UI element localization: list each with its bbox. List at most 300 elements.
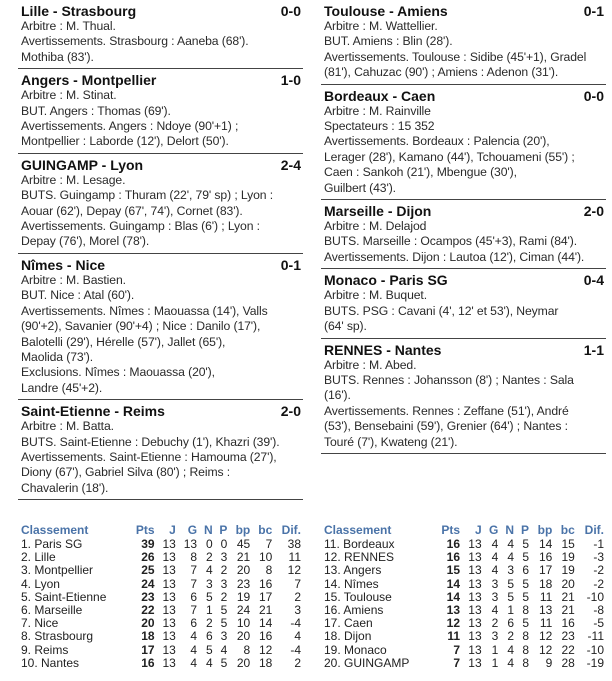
match-score: 0-0 bbox=[280, 3, 301, 19]
match-header bbox=[21, 3, 303, 19]
match-report bbox=[321, 269, 606, 338]
standings-cell: 19 bbox=[236, 589, 251, 604]
match-detail-line: Montpellier : Laborde (12'), Delort (50'). bbox=[21, 134, 229, 149]
standings-cell: 3 bbox=[491, 576, 499, 591]
match-detail-line: Aouar (62'), Depay (67', 74'), Cornet (83'). bbox=[21, 203, 243, 218]
standings-cell: 7 bbox=[190, 576, 198, 591]
match-detail-line: BUT. Nice : Atal (60'). bbox=[21, 288, 135, 303]
standings-cell: 6 bbox=[190, 589, 198, 604]
match-detail-line: Spectateurs : 15 352 bbox=[324, 119, 435, 134]
standings-team: 14. Nîmes bbox=[324, 576, 379, 591]
match-detail-line: Avertissements. Angers : Ndoye (90'+1) ; bbox=[21, 119, 239, 134]
standings-cell: 13 bbox=[162, 603, 176, 618]
match-detail-line: Avertissements. Toulouse : Sidibe (45'+1), Gradel bbox=[324, 49, 587, 64]
standings-header-cell: J bbox=[169, 523, 176, 537]
standings-cell: 16 bbox=[561, 616, 575, 631]
standings-cell: 4 bbox=[220, 642, 228, 657]
match-detail-line: (90'+2), Savanier (90'+4) ; Nice : Danilo (17'), bbox=[21, 319, 261, 334]
standings-team: 4. Lyon bbox=[21, 576, 60, 591]
match-detail-line: BUTS. Saint-Etienne : Debuchy (1'), Khazri (39'). bbox=[21, 434, 280, 449]
standings-cell: 8 bbox=[190, 550, 198, 565]
standings-cell: 19 bbox=[561, 563, 575, 578]
match-score: 0-1 bbox=[280, 256, 301, 273]
standings-team: 10. Nantes bbox=[21, 655, 80, 670]
match-detail-line: (53'), Bensebaini (59'), Grenier (64') ; Nantes : bbox=[324, 419, 568, 434]
standings-header-row bbox=[321, 523, 606, 538]
match-detail-line: Avertissements. Bordeaux : Palencia (20'), bbox=[324, 134, 550, 149]
standings-row bbox=[18, 564, 303, 577]
standings-cell: 0 bbox=[220, 537, 228, 551]
standings-cell: 7 bbox=[453, 655, 460, 670]
match-score: 0-1 bbox=[583, 3, 604, 19]
standings-team: 18. Dijon bbox=[324, 629, 372, 644]
standings-cell: 17 bbox=[538, 563, 553, 578]
standings-header-cell: P bbox=[521, 523, 530, 537]
standings-header-cell: G bbox=[187, 523, 198, 537]
standings-cell: 5 bbox=[507, 576, 515, 591]
standings-cell: -10 bbox=[586, 642, 604, 657]
match-score: 0-4 bbox=[583, 272, 604, 289]
match-detail-line: Avertissements. Rennes : Zeffane (51'), André bbox=[324, 403, 569, 418]
standings-cell: -5 bbox=[593, 616, 604, 631]
standings-cell: 13 bbox=[468, 642, 482, 657]
standings-cell: -3 bbox=[593, 550, 604, 565]
standings-team: 11. Bordeaux bbox=[324, 537, 395, 551]
results-column-left bbox=[18, 0, 303, 500]
match-detail-line: Avertissements. Nîmes : Maouassa (14'), Valls bbox=[21, 303, 268, 318]
match-detail-line: Avertissements. Dijon : Lautoa (12'), Ciman (44'). bbox=[324, 249, 585, 264]
match-teams: Toulouse - Amiens bbox=[324, 3, 448, 19]
standings-cell: 23 bbox=[141, 589, 155, 604]
match-score: 1-0 bbox=[280, 72, 301, 89]
standings-row bbox=[321, 630, 606, 643]
standings-team: 5. Saint-Etienne bbox=[21, 589, 107, 604]
standings-cell: 12 bbox=[446, 616, 460, 631]
standings-cell: 3 bbox=[507, 563, 515, 578]
standings-team: 2. Lille bbox=[21, 550, 56, 565]
standings-cell: 6 bbox=[507, 616, 515, 631]
match-detail-line: Avertissements. Strasbourg : Aaneba (68'). bbox=[21, 34, 249, 49]
standings-cell: 5 bbox=[205, 642, 213, 657]
standings-cell: 24 bbox=[236, 603, 251, 618]
standings-cell: 8 bbox=[243, 642, 251, 657]
standings-header-cell: Classement bbox=[324, 523, 392, 537]
standings-cell: 16 bbox=[538, 550, 553, 565]
standings-cell: 13 bbox=[468, 603, 482, 618]
match-detail-line: Arbitre : M. Buquet. bbox=[324, 288, 427, 303]
match-detail-line: (64' sp). bbox=[324, 319, 367, 334]
standings-cell: 2 bbox=[220, 563, 228, 578]
results-column-right bbox=[321, 0, 606, 454]
standings-header-cell: bc bbox=[258, 523, 273, 537]
match-detail-line: BUT. Angers : Thomas (69'). bbox=[21, 103, 171, 118]
standings-cell: 3 bbox=[491, 589, 499, 604]
standings-cell: 5 bbox=[522, 576, 530, 591]
standings-cell: 12 bbox=[258, 642, 273, 657]
standings-cell: -10 bbox=[586, 589, 604, 604]
standings-cell: 20 bbox=[141, 616, 155, 631]
standings-row bbox=[18, 630, 303, 643]
standings-cell: 4 bbox=[294, 629, 301, 644]
standings-row bbox=[321, 578, 606, 591]
standings-cell: 8 bbox=[522, 629, 530, 644]
standings-cell: -4 bbox=[290, 642, 301, 657]
standings-team: 6. Marseille bbox=[21, 603, 83, 618]
standings-cell: 13 bbox=[162, 550, 176, 565]
standings-cell: 5 bbox=[220, 655, 228, 670]
standings-cell: 7 bbox=[294, 576, 301, 591]
standings-cell: 10 bbox=[236, 616, 251, 631]
standings-cell: 7 bbox=[265, 537, 273, 551]
standings-cell: 1 bbox=[507, 603, 515, 618]
standings-cell: -8 bbox=[593, 603, 604, 618]
standings-cell: 13 bbox=[162, 589, 176, 604]
standings-cell: 6 bbox=[205, 629, 213, 644]
standings-cell: 15 bbox=[446, 563, 460, 578]
standings-cell: 8 bbox=[522, 655, 530, 670]
standings-cell: 4 bbox=[507, 537, 515, 551]
standings-cell: 16 bbox=[141, 655, 155, 670]
match-header bbox=[21, 157, 303, 173]
standings-cell: -2 bbox=[593, 563, 604, 578]
standings-header-cell: bp bbox=[235, 523, 251, 537]
standings-cell: 13 bbox=[162, 629, 176, 644]
match-detail-line: BUTS. Guingamp : Thuram (22', 79' sp) ; Lyon : bbox=[21, 188, 274, 203]
match-score: 2-0 bbox=[280, 403, 301, 420]
standings-header-cell: Pts bbox=[441, 523, 460, 537]
match-report bbox=[321, 0, 606, 85]
standings-cell: 4 bbox=[491, 563, 499, 578]
standings-cell: 4 bbox=[205, 563, 213, 578]
standings-cell: 12 bbox=[538, 629, 553, 644]
standings-cell: 20 bbox=[236, 629, 251, 644]
match-header bbox=[324, 342, 606, 358]
standings-cell: 14 bbox=[446, 576, 460, 591]
standings-cell: 13 bbox=[468, 589, 482, 604]
standings-team: 19. Monaco bbox=[324, 642, 387, 657]
standings-row bbox=[321, 564, 606, 577]
standings-header-cell: N bbox=[505, 523, 515, 537]
match-detail-line: Arbitre : M. Stinat. bbox=[21, 88, 117, 103]
standings-cell: 3 bbox=[205, 576, 213, 591]
standings-cell: 9 bbox=[545, 655, 553, 670]
standings-cell: 13 bbox=[468, 563, 482, 578]
match-detail-line: BUTS. Rennes : Johansson (8') ; Nantes : Sala bbox=[324, 372, 574, 387]
standings-cell: 1 bbox=[205, 603, 213, 618]
match-score: 2-0 bbox=[583, 203, 604, 220]
standings-cell: 1 bbox=[491, 655, 499, 670]
match-score: 0-0 bbox=[583, 87, 604, 104]
standings-header-cell: J bbox=[474, 523, 482, 537]
match-header bbox=[324, 203, 606, 219]
standings-header-cell: Dif. bbox=[281, 523, 301, 537]
standings-cell: 21 bbox=[561, 589, 575, 604]
match-detail-line: BUT. Amiens : Blin (28'). bbox=[324, 34, 453, 49]
standings-header-cell: Classement bbox=[21, 523, 89, 537]
standings-cell: 18 bbox=[258, 655, 273, 670]
standings-header-cell: P bbox=[219, 523, 228, 537]
standings-team: 1. Paris SG bbox=[21, 537, 83, 551]
standings-cell: 28 bbox=[561, 655, 575, 670]
standings-cell: 10 bbox=[258, 550, 273, 565]
match-detail-line: Landre (45'+2). bbox=[21, 380, 103, 395]
standings-cell: 12 bbox=[538, 642, 553, 657]
standings-cell: 5 bbox=[220, 603, 228, 618]
standings-cell: 13 bbox=[162, 616, 176, 631]
standings-team: 16. Amiens bbox=[324, 603, 384, 618]
standings-cell: 16 bbox=[446, 550, 460, 565]
standings-cell: 13 bbox=[468, 629, 482, 644]
standings-cell: 4 bbox=[507, 642, 515, 657]
standings-cell: 5 bbox=[220, 616, 228, 631]
standings-cell: 13 bbox=[162, 537, 176, 551]
standings-cell: 26 bbox=[141, 550, 155, 565]
standings-team: 7. Nice bbox=[21, 616, 59, 631]
standings-cell: 4 bbox=[190, 642, 198, 657]
match-detail-line: Chavalerin (18'). bbox=[21, 480, 109, 495]
match-report bbox=[321, 200, 606, 269]
match-header bbox=[21, 257, 303, 273]
standings-cell: 3 bbox=[220, 550, 228, 565]
standings-header-cell: G bbox=[488, 523, 499, 537]
standings-cell: 11 bbox=[447, 629, 460, 644]
standings-cell: 8 bbox=[522, 603, 530, 618]
standings-team: 15. Toulouse bbox=[324, 589, 392, 604]
standings-cell: 13 bbox=[468, 537, 482, 551]
standings-cell: 2 bbox=[205, 616, 213, 631]
standings-cell: 25 bbox=[141, 563, 155, 578]
standings-cell: 13 bbox=[468, 550, 482, 565]
standings-header-cell: Dif. bbox=[584, 523, 604, 537]
standings-cell: 38 bbox=[287, 537, 301, 551]
standings-cell: 5 bbox=[522, 550, 530, 565]
standings-cell: 0 bbox=[205, 537, 213, 551]
standings-cell: 39 bbox=[141, 537, 155, 551]
standings-cell: 14 bbox=[538, 537, 553, 551]
standings-cell: 18 bbox=[141, 629, 155, 644]
standings-cell: 13 bbox=[468, 576, 482, 591]
standings-cell: 16 bbox=[446, 537, 460, 551]
standings-cell: 14 bbox=[446, 589, 460, 604]
match-teams: Bordeaux - Caen bbox=[324, 87, 436, 104]
standings-cell: 45 bbox=[236, 537, 251, 551]
standings-row bbox=[18, 644, 303, 657]
standings-cell: 22 bbox=[141, 603, 155, 618]
standings-team: 3. Montpellier bbox=[21, 563, 94, 578]
match-detail-line: Avertissements. Guingamp : Blas (6') ; Lyon : bbox=[21, 219, 260, 234]
standings-table-left bbox=[18, 523, 303, 670]
standings-table-right bbox=[321, 523, 606, 670]
standings-cell: 5 bbox=[507, 589, 515, 604]
standings-cell: 2 bbox=[294, 589, 301, 604]
standings-cell: 13 bbox=[183, 537, 198, 551]
standings-cell: 11 bbox=[288, 550, 301, 565]
match-teams: RENNES - Nantes bbox=[324, 341, 442, 358]
standings-cell: 4 bbox=[507, 655, 515, 670]
standings-cell: 7 bbox=[190, 603, 198, 618]
standings-row bbox=[18, 578, 303, 591]
standings-cell: 4 bbox=[190, 629, 198, 644]
standings-cell: 15 bbox=[561, 537, 575, 551]
standings-cell: -2 bbox=[593, 576, 604, 591]
standings-team: 9. Reims bbox=[21, 642, 69, 657]
standings-cell: 17 bbox=[141, 642, 155, 657]
standings-cell: 6 bbox=[522, 563, 530, 578]
standings-cell: 12 bbox=[287, 563, 301, 578]
standings-cell: 2 bbox=[491, 616, 499, 631]
standings-cell: 5 bbox=[205, 589, 213, 604]
standings-cell: 20 bbox=[236, 655, 251, 670]
standings-cell: 21 bbox=[561, 603, 575, 618]
standings-cell: 1 bbox=[491, 642, 499, 657]
match-detail-line: Touré (7'), Kwateng (21'). bbox=[324, 434, 458, 449]
standings-row bbox=[321, 657, 606, 670]
match-detail-line: Arbitre : M. Abed. bbox=[324, 357, 417, 372]
match-detail-line: Exclusions. Nîmes : Maouassa (20'), bbox=[21, 365, 215, 380]
match-detail-line: Arbitre : M. Lesage. bbox=[21, 172, 126, 187]
standings-cell: 7 bbox=[453, 642, 460, 657]
match-report bbox=[18, 154, 303, 254]
standings-cell: 11 bbox=[539, 589, 553, 604]
standings-cell: 3 bbox=[294, 603, 301, 618]
standings-cell: 4 bbox=[190, 655, 198, 670]
match-detail-line: Arbitre : M. Batta. bbox=[21, 419, 114, 434]
match-detail-line: Arbitre : M. Thual. bbox=[21, 19, 116, 33]
match-detail-line: Guilbert (43'). bbox=[324, 180, 396, 195]
standings-cell: 2 bbox=[205, 550, 213, 565]
standings-cell: 23 bbox=[236, 576, 251, 591]
standings-team: 12. RENNES bbox=[324, 550, 395, 565]
standings-cell: 16 bbox=[258, 576, 273, 591]
match-detail-line: Diony (67'), Gabriel Silva (80') ; Reims : bbox=[21, 465, 231, 480]
match-detail-line: Arbitre : M. Wattellier. bbox=[324, 19, 438, 33]
standings-cell: 6 bbox=[190, 616, 198, 631]
standings-team: 8. Strasbourg bbox=[21, 629, 94, 644]
standings-header-row bbox=[18, 523, 303, 538]
match-detail-line: Caen : Sankoh (21'), Mbengue (30'), bbox=[324, 165, 517, 180]
standings-cell: 22 bbox=[561, 642, 575, 657]
standings-cell: 17 bbox=[258, 589, 273, 604]
standings-header-cell: N bbox=[203, 523, 213, 537]
standings-cell: 5 bbox=[522, 537, 530, 551]
match-teams: Monaco - Paris SG bbox=[324, 272, 448, 289]
standings-cell: 4 bbox=[491, 550, 499, 565]
standings-team: 20. GUINGAMP bbox=[324, 655, 410, 670]
match-report bbox=[321, 339, 606, 454]
standings-cell: 20 bbox=[236, 563, 251, 578]
standings-cell: 13 bbox=[446, 603, 460, 618]
standings-header-cell: bc bbox=[560, 523, 575, 537]
match-teams: Lille - Strasbourg bbox=[21, 3, 137, 19]
match-detail-line: Avertissements. Saint-Etienne : Hamouma (27'), bbox=[21, 449, 277, 464]
standings-cell: 7 bbox=[190, 563, 198, 578]
match-detail-line: BUTS. Marseille : Ocampos (45'+3), Rami (84'). bbox=[324, 234, 578, 249]
match-header bbox=[324, 272, 606, 288]
match-detail-line: Arbitre : M. Bastien. bbox=[21, 272, 126, 287]
match-teams: GUINGAMP - Lyon bbox=[21, 156, 144, 173]
standings-cell: 13 bbox=[162, 655, 176, 670]
standings-cell: 14 bbox=[258, 616, 273, 631]
standings-cell: 24 bbox=[141, 576, 155, 591]
standings-cell: 13 bbox=[468, 655, 482, 670]
standings-row bbox=[321, 644, 606, 657]
match-teams: Nîmes - Nice bbox=[21, 256, 106, 273]
match-header bbox=[21, 72, 303, 88]
standings-cell: 3 bbox=[220, 576, 228, 591]
standings-cell: 13 bbox=[162, 576, 176, 591]
match-teams: Angers - Montpellier bbox=[21, 72, 157, 89]
standings-cell: 21 bbox=[258, 603, 273, 618]
match-detail-line: (81'), Cahuzac (90') ; Amiens : Adenon (31'). bbox=[324, 65, 559, 80]
match-detail-line: BUTS. PSG : Cavani (4', 12' et 53'), Neymar bbox=[324, 303, 559, 318]
standings-cell: 2 bbox=[294, 655, 301, 670]
standings-cell: 13 bbox=[162, 642, 176, 657]
match-detail-line: Arbitre : M. Delajod bbox=[324, 219, 427, 234]
standings-cell: 3 bbox=[220, 629, 228, 644]
match-detail-line: Balotelli (29'), Hérelle (57'), Jallet (65'), bbox=[21, 334, 226, 349]
standings-cell: -1 bbox=[593, 537, 604, 551]
match-detail-line: Maolida (73'). bbox=[21, 349, 94, 364]
match-header bbox=[324, 88, 606, 104]
match-score: 1-1 bbox=[583, 341, 604, 358]
standings-cell: 5 bbox=[522, 589, 530, 604]
match-teams: Marseille - Dijon bbox=[324, 203, 432, 220]
standings-cell: 2 bbox=[220, 589, 228, 604]
standings-cell: 19 bbox=[561, 550, 575, 565]
standings-team: 13. Angers bbox=[324, 563, 382, 578]
standings-cell: 13 bbox=[162, 563, 176, 578]
match-detail-line: Depay (76'), Morel (78'). bbox=[21, 234, 150, 249]
standings-cell: 4 bbox=[205, 655, 213, 670]
match-report bbox=[321, 85, 606, 200]
standings-cell: -11 bbox=[587, 629, 604, 644]
standings-header-cell: Pts bbox=[135, 523, 155, 537]
standings-cell: 13 bbox=[538, 603, 553, 618]
match-detail-line: Mothiba (83'). bbox=[21, 49, 94, 64]
match-report bbox=[18, 0, 303, 69]
standings-header-cell: bp bbox=[537, 523, 553, 537]
standings-cell: 18 bbox=[538, 576, 553, 591]
match-header bbox=[324, 3, 606, 19]
standings-cell: 13 bbox=[468, 616, 482, 631]
match-report bbox=[18, 254, 303, 400]
standings-cell: 16 bbox=[258, 629, 273, 644]
standings-cell: 4 bbox=[491, 603, 499, 618]
standings-team: 17. Caen bbox=[324, 616, 373, 631]
standings-cell: 20 bbox=[561, 576, 575, 591]
match-header bbox=[21, 403, 303, 419]
standings-row bbox=[18, 657, 303, 670]
standings-cell: -4 bbox=[290, 616, 301, 631]
match-report bbox=[18, 400, 303, 500]
standings-cell: 3 bbox=[491, 629, 499, 644]
standings-cell: 8 bbox=[265, 563, 273, 578]
standings-cell: 23 bbox=[561, 629, 575, 644]
standings-cell: 21 bbox=[236, 550, 251, 565]
match-detail-line: (16'). bbox=[324, 388, 351, 403]
match-score: 2-4 bbox=[280, 156, 301, 173]
standings-cell: 5 bbox=[522, 616, 530, 631]
standings-cell: 4 bbox=[507, 550, 515, 565]
standings-cell: 4 bbox=[491, 537, 499, 551]
match-report bbox=[18, 69, 303, 154]
match-detail-line: Arbitre : M. Rainville bbox=[324, 103, 431, 118]
standings-cell: 8 bbox=[522, 642, 530, 657]
match-detail-line: Lerager (28'), Kamano (44'), Tchouameni (55') ; bbox=[324, 149, 575, 164]
standings-cell: 11 bbox=[539, 616, 553, 631]
standings-cell: 2 bbox=[507, 629, 515, 644]
match-teams: Saint-Etienne - Reims bbox=[21, 403, 165, 420]
